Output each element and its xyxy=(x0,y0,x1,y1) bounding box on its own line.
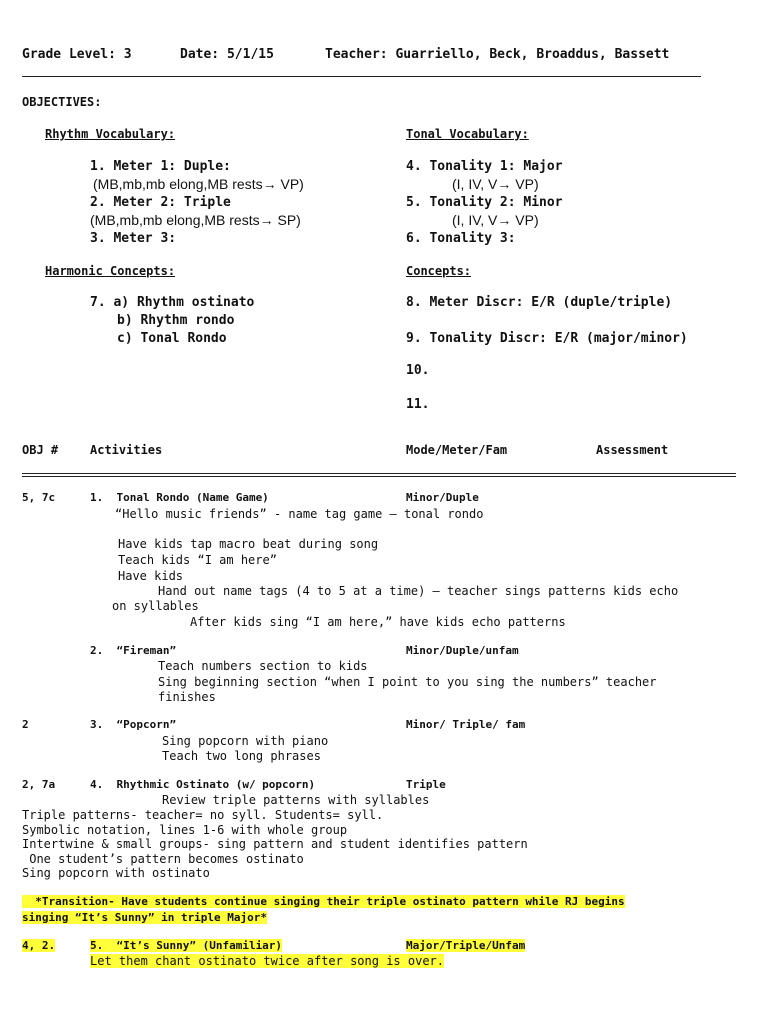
col-obj: OBJ # xyxy=(22,443,59,457)
teacher-names: Teacher: Guarriello, Beck, Broaddus, Bassett xyxy=(325,47,670,62)
activity-line: “Hello music friends” - name tag game – tonal rondo xyxy=(115,507,484,521)
concept-item: 9. Tonality Discr: E/R (major/minor) xyxy=(406,331,688,346)
activity-line: Sing popcorn with piano xyxy=(162,734,329,748)
activity-title: 4. Rhythmic Ostinato (w/ popcorn) xyxy=(90,778,316,791)
activity-line: Have kids xyxy=(118,569,184,583)
harmonic-item: 7. a) Rhythm ostinato xyxy=(90,295,255,310)
tonal-item: (I, IV, V→ VP) xyxy=(452,212,539,228)
activity-line: Teach numbers section to kids xyxy=(158,659,368,673)
activity-line: After kids sing “I am here,” have kids echo patterns xyxy=(190,615,566,629)
activity-line: Teach kids “I am here” xyxy=(118,553,277,567)
activity-mode: Minor/Duple xyxy=(406,491,479,504)
activity-line: Intertwine & small groups- sing pattern and student identifies pattern xyxy=(22,837,528,851)
activity-obj: 2 xyxy=(22,718,29,731)
activity-line: Triple patterns- teacher= no syll. Students= syll. xyxy=(22,808,384,822)
activity-line: Review triple patterns with syllables xyxy=(162,793,430,807)
transition-note: singing “It’s Sunny” in triple Major* xyxy=(22,911,268,924)
objectives-heading: OBJECTIVES: xyxy=(22,95,102,109)
tonal-item: 5. Tonality 2: Minor xyxy=(406,195,563,210)
activity-line: Teach two long phrases xyxy=(162,749,321,763)
concept-item: 10. xyxy=(406,363,430,378)
concept-item: 11. xyxy=(406,397,430,412)
table-divider-bottom xyxy=(22,476,736,477)
activity-title: 3. “Popcorn” xyxy=(90,718,177,731)
harmonic-concepts-title: Harmonic Concepts: xyxy=(45,264,176,278)
activity-mode: Major/Triple/Unfam xyxy=(406,939,526,952)
activity-line: One student’s pattern becomes ostinato xyxy=(22,852,304,866)
rhythm-item: (MB,mb,mb elong,MB rests→ SP) xyxy=(90,212,301,228)
activity-title: 2. “Fireman” xyxy=(90,644,177,657)
activity-title: 1. Tonal Rondo (Name Game) xyxy=(90,491,269,504)
lesson-date: Date: 5/1/15 xyxy=(180,47,274,62)
tonal-item: 6. Tonality 3: xyxy=(406,231,516,246)
activity-mode: Minor/Duple/unfam xyxy=(406,644,519,657)
transition-note: *Transition- Have students continue singing their triple ostinato pattern while RJ begins xyxy=(22,895,625,908)
col-activities: Activities xyxy=(90,443,163,457)
rhythm-item: (MB,mb,mb elong,MB rests→ VP) xyxy=(93,176,304,192)
rhythm-item: 2. Meter 2: Triple xyxy=(90,195,231,210)
activity-line: Let them chant ostinato twice after song is over. xyxy=(90,954,445,968)
col-assessment: Assessment xyxy=(596,443,669,457)
concept-item: 8. Meter Discr: E/R (duple/triple) xyxy=(406,295,673,310)
harmonic-item: c) Tonal Rondo xyxy=(117,331,227,346)
activity-mode: Triple xyxy=(406,778,446,791)
activity-title: 5. “It’s Sunny” (Unfamiliar) xyxy=(90,939,283,952)
tonal-item: 4. Tonality 1: Major xyxy=(406,159,563,174)
tonal-item: (I, IV, V→ VP) xyxy=(452,176,539,192)
header-divider xyxy=(22,76,701,77)
activity-obj: 5, 7c xyxy=(22,491,56,504)
activity-line: finishes xyxy=(158,690,216,704)
activity-line: Have kids tap macro beat during song xyxy=(118,537,379,551)
table-divider-top xyxy=(22,473,736,474)
rhythm-item: 3. Meter 3: xyxy=(90,231,177,246)
activity-mode: Minor/ Triple/ fam xyxy=(406,718,526,731)
activity-line: Hand out name tags (4 to 5 at a time) – teacher sings patterns kids echo xyxy=(158,584,679,598)
activity-obj: 4, 2. xyxy=(22,939,56,952)
activity-line: on syllables xyxy=(112,599,199,613)
harmonic-item: b) Rhythm rondo xyxy=(117,313,235,328)
activity-line: Sing beginning section “when I point to you sing the numbers” teacher xyxy=(158,675,657,689)
activity-line: Symbolic notation, lines 1-6 with whole group xyxy=(22,823,348,837)
concepts-title: Concepts: xyxy=(406,264,472,278)
grade-level: Grade Level: 3 xyxy=(22,47,132,62)
rhythm-item: 1. Meter 1: Duple: xyxy=(90,159,231,174)
activity-line: Sing popcorn with ostinato xyxy=(22,866,210,880)
tonal-vocab-title: Tonal Vocabulary: xyxy=(406,127,529,141)
rhythm-vocab-title: Rhythm Vocabulary: xyxy=(45,127,176,141)
col-mode: Mode/Meter/Fam xyxy=(406,443,508,457)
activity-obj: 2, 7a xyxy=(22,778,56,791)
